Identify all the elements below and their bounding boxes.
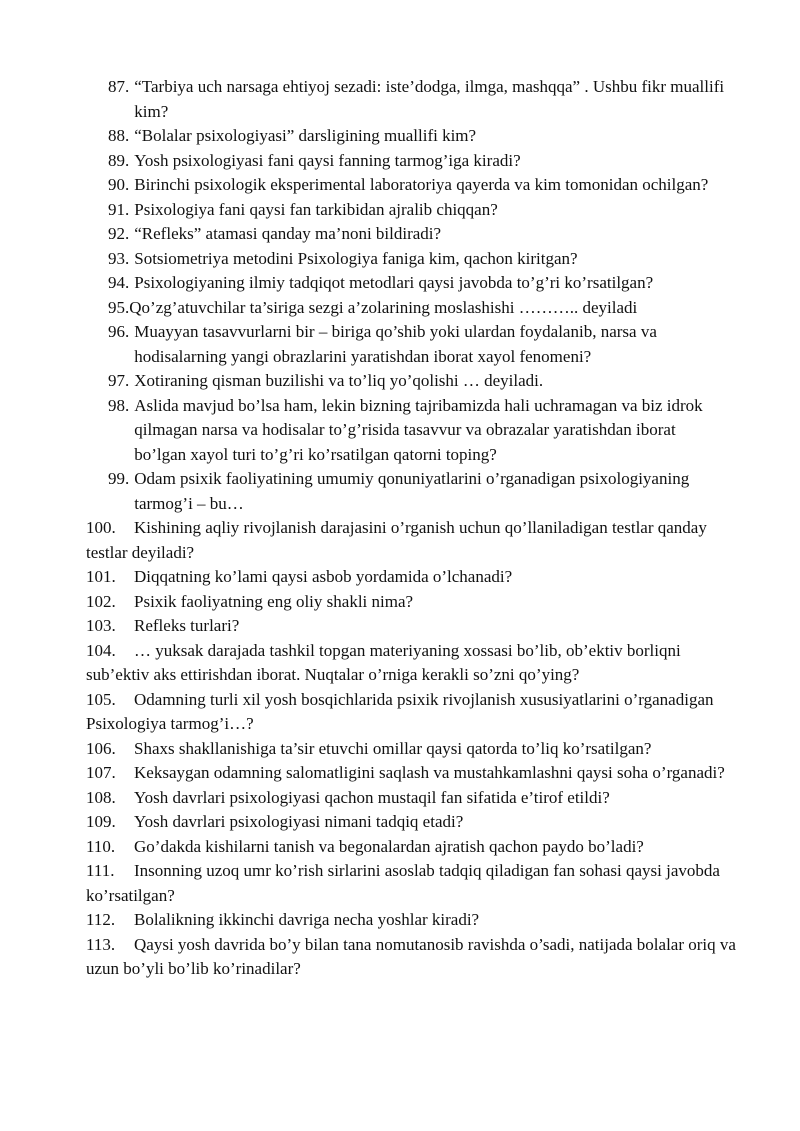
question-text: Muayyan tasavvurlarni bir – biriga qo’shib yoki ulardan foydalanib, narsa va hodisalarning yangi obrazlarini yaratishdan iborat xayol fenomeni? <box>134 322 657 366</box>
question-number: 107. <box>86 763 116 782</box>
question-number: 104. <box>86 640 116 660</box>
list-item <box>0 565 736 590</box>
question-number: 112. <box>86 910 116 929</box>
question-number: 100. <box>86 518 116 537</box>
question-text: Qo’zg’atuvchilar ta’siriga sezgi a’zolarining moslashishi ……….. deyiladi <box>129 297 638 317</box>
question-text: Qaysi yosh davrida bo’y bilan tana nomutanosib ravishda o’sadi, natijada bolalar oriq va uzun bo’yli bo’lib ko’rinadilar? <box>86 934 736 978</box>
question-number: 96. <box>108 322 130 341</box>
question-text: Yosh davrlari psixologiyasi nimani tadqiq etadi? <box>134 812 464 831</box>
list-item <box>0 222 730 247</box>
list-item <box>0 516 736 565</box>
question-text: Sotsiometriya metodini Psixologiya faniga kim, qachon kiritgan? <box>134 248 578 268</box>
list-item <box>0 688 736 737</box>
list-item <box>0 614 736 639</box>
list-item <box>0 296 730 321</box>
question-number: 92. <box>108 224 130 243</box>
question-text: Diqqatning ko’lami qaysi asbob yordamida o’lchanadi? <box>134 567 513 586</box>
list-item <box>0 786 736 811</box>
question-number: 94. <box>108 273 130 292</box>
question-text: Psixologiyaning ilmiy tadqiqot metodlari qaysi javobda to’g’ri ko’rsatilgan? <box>134 273 654 292</box>
list-item <box>0 908 736 933</box>
list-item <box>0 933 736 982</box>
question-text: “Refleks” atamasi qanday ma’noni bildiradi? <box>134 224 442 243</box>
question-text: Psixologiya fani qaysi fan tarkibidan ajralib chiqqan? <box>134 199 498 219</box>
question-list <box>0 75 800 982</box>
question-number: 109. <box>86 812 116 831</box>
question-number: 111. <box>86 861 115 880</box>
question-text: Insonning uzoq umr ko’rish sirlarini asoslab tadqiq qiladigan fan sohasi qaysi javobda ko’rsatilgan? <box>86 861 720 905</box>
question-number: 97. <box>108 371 130 390</box>
question-text: Keksaygan odamning salomatligini saqlash va mustahkamlashni qaysi soha o’rganadi? <box>134 763 725 782</box>
question-text: “Tarbiya uch narsaga ehtiyoj sezadi: iste’dodga, ilmga, mashqqa” . Ushbu fikr muallifi kim? <box>134 77 725 121</box>
question-text: Yosh psixologiyasi fani qaysi fanning tarmog’iga kiradi? <box>134 150 521 170</box>
list-item <box>0 835 736 860</box>
question-text: Shaxs shakllanishiga ta’sir etuvchi omillar qaysi qatorda to’liq ko’rsatilgan? <box>134 738 652 758</box>
question-text: Birinchi psixologik eksperimental laboratoriya qayerda va kim tomonidan ochilgan? <box>134 175 709 194</box>
question-number: 106. <box>86 738 116 758</box>
question-number: 90. <box>108 175 130 194</box>
list-item <box>0 271 730 296</box>
list-item <box>0 761 736 786</box>
list-item <box>0 75 730 124</box>
question-number: 103. <box>86 616 116 635</box>
list-item <box>0 173 730 198</box>
list-item <box>0 639 736 688</box>
question-text: Odamning turli xil yosh bosqichlarida psixik rivojlanish xususiyatlarini o’rganadigan Psixologiya tarmog’i…? <box>86 689 714 733</box>
question-number: 101. <box>86 567 116 586</box>
question-number: 99. <box>108 469 130 488</box>
question-text: Xotiraning qisman buzilishi va to’liq yo’qolishi … deyiladi. <box>134 371 544 390</box>
list-item <box>0 467 730 516</box>
question-text: Go’dakda kishilarni tanish va begonalardan ajratish qachon paydo bo’ladi? <box>134 836 644 856</box>
question-text: Psixik faoliyatning eng oliy shakli nima? <box>134 591 414 611</box>
question-number: 93. <box>108 248 130 268</box>
list-item <box>0 198 730 223</box>
list-item <box>0 369 730 394</box>
question-number: 108. <box>86 787 116 807</box>
question-number: 95. <box>108 297 130 317</box>
question-number: 89. <box>108 150 130 170</box>
question-number: 105. <box>86 689 116 709</box>
question-text: Yosh davrlari psixologiyasi qachon mustaqil fan sifatida e’tirof etildi? <box>134 787 610 807</box>
question-text: Refleks turlari? <box>134 616 240 635</box>
list-item <box>0 394 730 468</box>
question-text: Aslida mavjud bo’lsa ham, lekin bizning tajribamizda hali uchramagan va biz idrok qilmagan narsa va hodisalar to’g’risida tasavvur va obrazalar yaratishdan iborat bo’lgan xayol turi to’g’ri ko’rsatilgan qatorni toping? <box>134 395 703 464</box>
question-number: 113. <box>86 934 116 954</box>
list-item <box>0 590 736 615</box>
question-number: 98. <box>108 395 130 415</box>
question-number: 110. <box>86 836 116 856</box>
question-text: “Bolalar psixologiyasi” darsligining muallifi kim? <box>134 126 477 145</box>
question-text: Bolalikning ikkinchi davriga necha yoshlar kiradi? <box>134 910 480 929</box>
list-item <box>0 810 736 835</box>
list-item <box>0 149 730 174</box>
question-text: Kishining aqliy rivojlanish darajasini o’rganish uchun qo’llaniladigan testlar qanday testlar deyiladi? <box>86 518 707 562</box>
list-item <box>0 859 736 908</box>
question-number: 87. <box>108 77 130 96</box>
question-number: 102. <box>86 591 116 611</box>
list-item <box>0 247 730 272</box>
list-item <box>0 737 736 762</box>
question-number: 91. <box>108 199 130 219</box>
list-item <box>0 320 730 369</box>
question-number: 88. <box>108 126 130 145</box>
question-text: … yuksak darajada tashkil topgan materiyaning xossasi bo’lib, ob’ektiv borliqni sub’ektiv aks ettirishdan iborat. Nuqtalar o’rniga kerakli so’zni qo’ying? <box>86 640 681 684</box>
list-item <box>0 124 730 149</box>
question-text: Odam psixik faoliyatining umumiy qonuniyatlarini o’rganadigan psixologiyaning tarmog’i – bu… <box>134 469 690 513</box>
